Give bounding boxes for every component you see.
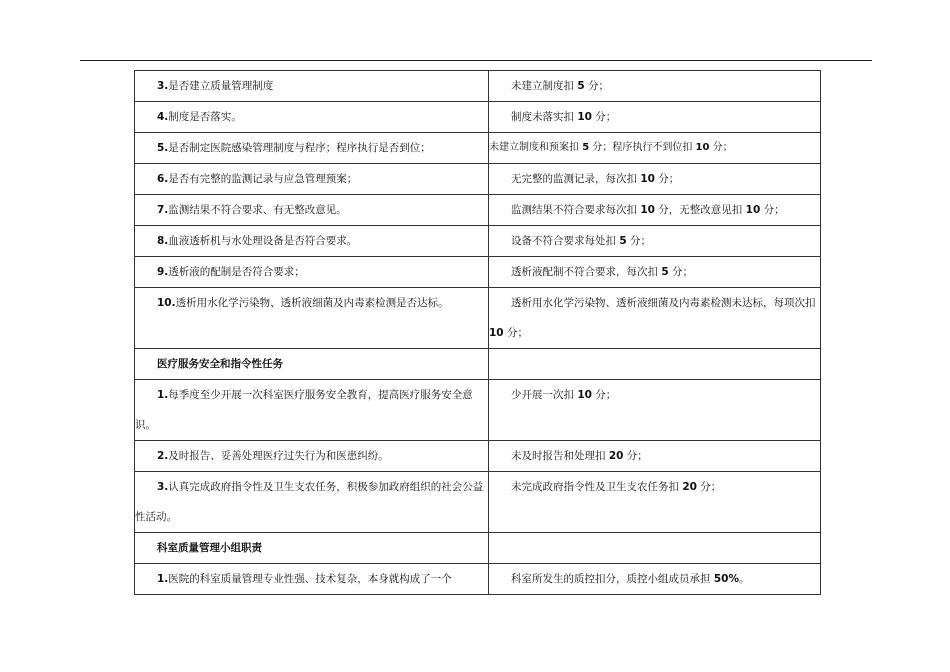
criteria-row: [135, 380, 821, 441]
item-number: 5.: [157, 142, 169, 154]
deduction-label: 监测结果不符合要求每次扣 10 分，无整改意见扣 10 分；: [511, 204, 785, 216]
criteria-row: [135, 164, 821, 195]
deduction-text: [489, 71, 821, 102]
criterion-text: [135, 102, 489, 133]
deduction-label: 未建立制度和预案扣 5 分；程序执行不到位扣 10 分；: [489, 142, 733, 153]
criterion-label: 透析液的配制是否符合要求；: [168, 266, 305, 278]
criteria-row: [135, 71, 821, 102]
deduction-text: [489, 195, 821, 226]
item-number: 1.: [157, 573, 169, 585]
criterion-label: 制度是否落实。: [168, 111, 242, 123]
criteria-row: [135, 226, 821, 257]
criterion-text: [135, 288, 489, 349]
criterion-text: [135, 226, 489, 257]
item-number: 10.: [157, 297, 176, 309]
item-number: 2.: [157, 450, 169, 462]
deduction-label: 透析液配制不符合要求，每次扣 5 分；: [511, 266, 693, 278]
criterion-label: 每季度至少开展一次科室医疗服务安全教育，提高医疗服务安全意识。: [135, 389, 473, 431]
deduction-text: [489, 380, 821, 441]
item-number: 1.: [157, 389, 169, 401]
item-number: 7.: [157, 204, 169, 216]
deduction-text: [489, 441, 821, 472]
deduction-label: 设备不符合要求每处扣 5 分；: [511, 235, 651, 247]
deduction-label: 制度未落实扣 10 分；: [511, 111, 617, 123]
deduction-text: [489, 102, 821, 133]
item-number: 3.: [157, 481, 169, 493]
deduction-text: [489, 133, 821, 164]
criterion-label: 医院的科室质量管理专业性强、技术复杂，本身就构成了一个: [168, 573, 452, 585]
deduction-label: 未建立制度扣 5 分；: [511, 80, 609, 92]
criterion-text: [135, 564, 489, 595]
criterion-text: [135, 472, 489, 533]
item-number: 6.: [157, 173, 169, 185]
item-number: 8.: [157, 235, 169, 247]
criterion-text: [135, 195, 489, 226]
criterion-text: [135, 380, 489, 441]
item-number: 9.: [157, 266, 169, 278]
criterion-text: [135, 164, 489, 195]
deduction-text: [489, 472, 821, 533]
criterion-label: 及时报告、妥善处理医疗过失行为和医患纠纷。: [168, 450, 389, 462]
criterion-text: [135, 257, 489, 288]
empty-cell: [489, 349, 821, 380]
section-heading: [135, 533, 489, 564]
deduction-text: [489, 164, 821, 195]
criterion-label: 透析用水化学污染物、透析液细菌及内毒素检测是否达标。: [175, 297, 449, 309]
item-number: 3.: [157, 80, 169, 92]
criteria-row: [135, 288, 821, 349]
deduction-label: 未完成政府指令性及卫生支农任务扣 20 分；: [511, 481, 722, 493]
deduction-text: [489, 226, 821, 257]
deduction-text: [489, 288, 821, 349]
section-heading-row: [135, 349, 821, 380]
criterion-label: 认真完成政府指令性及卫生支农任务，积极参加政府组织的社会公益性活动。: [135, 481, 484, 523]
section-heading-label: 科室质量管理小组职责: [157, 542, 262, 554]
deduction-text: [489, 257, 821, 288]
header-rule: [80, 60, 872, 61]
criteria-row: [135, 133, 821, 164]
criterion-text: [135, 441, 489, 472]
criteria-row: [135, 441, 821, 472]
empty-cell: [489, 533, 821, 564]
section-heading: [135, 349, 489, 380]
criterion-label: 血液透析机与水处理设备是否符合要求。: [168, 235, 358, 247]
section-heading-label: 医疗服务安全和指令性任务: [157, 358, 283, 370]
criterion-label: 是否建立质量管理制度: [168, 80, 274, 92]
criteria-row: [135, 257, 821, 288]
criteria-row: [135, 564, 821, 595]
deduction-text: [489, 564, 821, 595]
criterion-label: 是否有完整的监测记录与应急管理预案；: [168, 173, 358, 185]
criterion-text: [135, 71, 489, 102]
criteria-row: [135, 195, 821, 226]
criterion-text: [135, 133, 489, 164]
item-number: 4.: [157, 111, 169, 123]
assessment-table: [134, 70, 821, 595]
deduction-label: 科室所发生的质控扣分，质控小组成员承担 50%。: [511, 573, 750, 585]
criteria-row: [135, 102, 821, 133]
criterion-label: 监测结果不符合要求、有无整改意见。: [168, 204, 347, 216]
deduction-label: 透析用水化学污染物、透析液细菌及内毒素检测未达标，每项次扣 10 分；: [489, 297, 816, 339]
deduction-label: 未及时报告和处理扣 20 分；: [511, 450, 648, 462]
deduction-label: 少开展一次扣 10 分；: [511, 389, 617, 401]
criterion-label: 是否制定医院感染管理制度与程序；程序执行是否到位；: [168, 142, 431, 154]
deduction-label: 无完整的监测记录，每次扣 10 分；: [511, 173, 680, 185]
section-heading-row: [135, 533, 821, 564]
criteria-row: [135, 472, 821, 533]
